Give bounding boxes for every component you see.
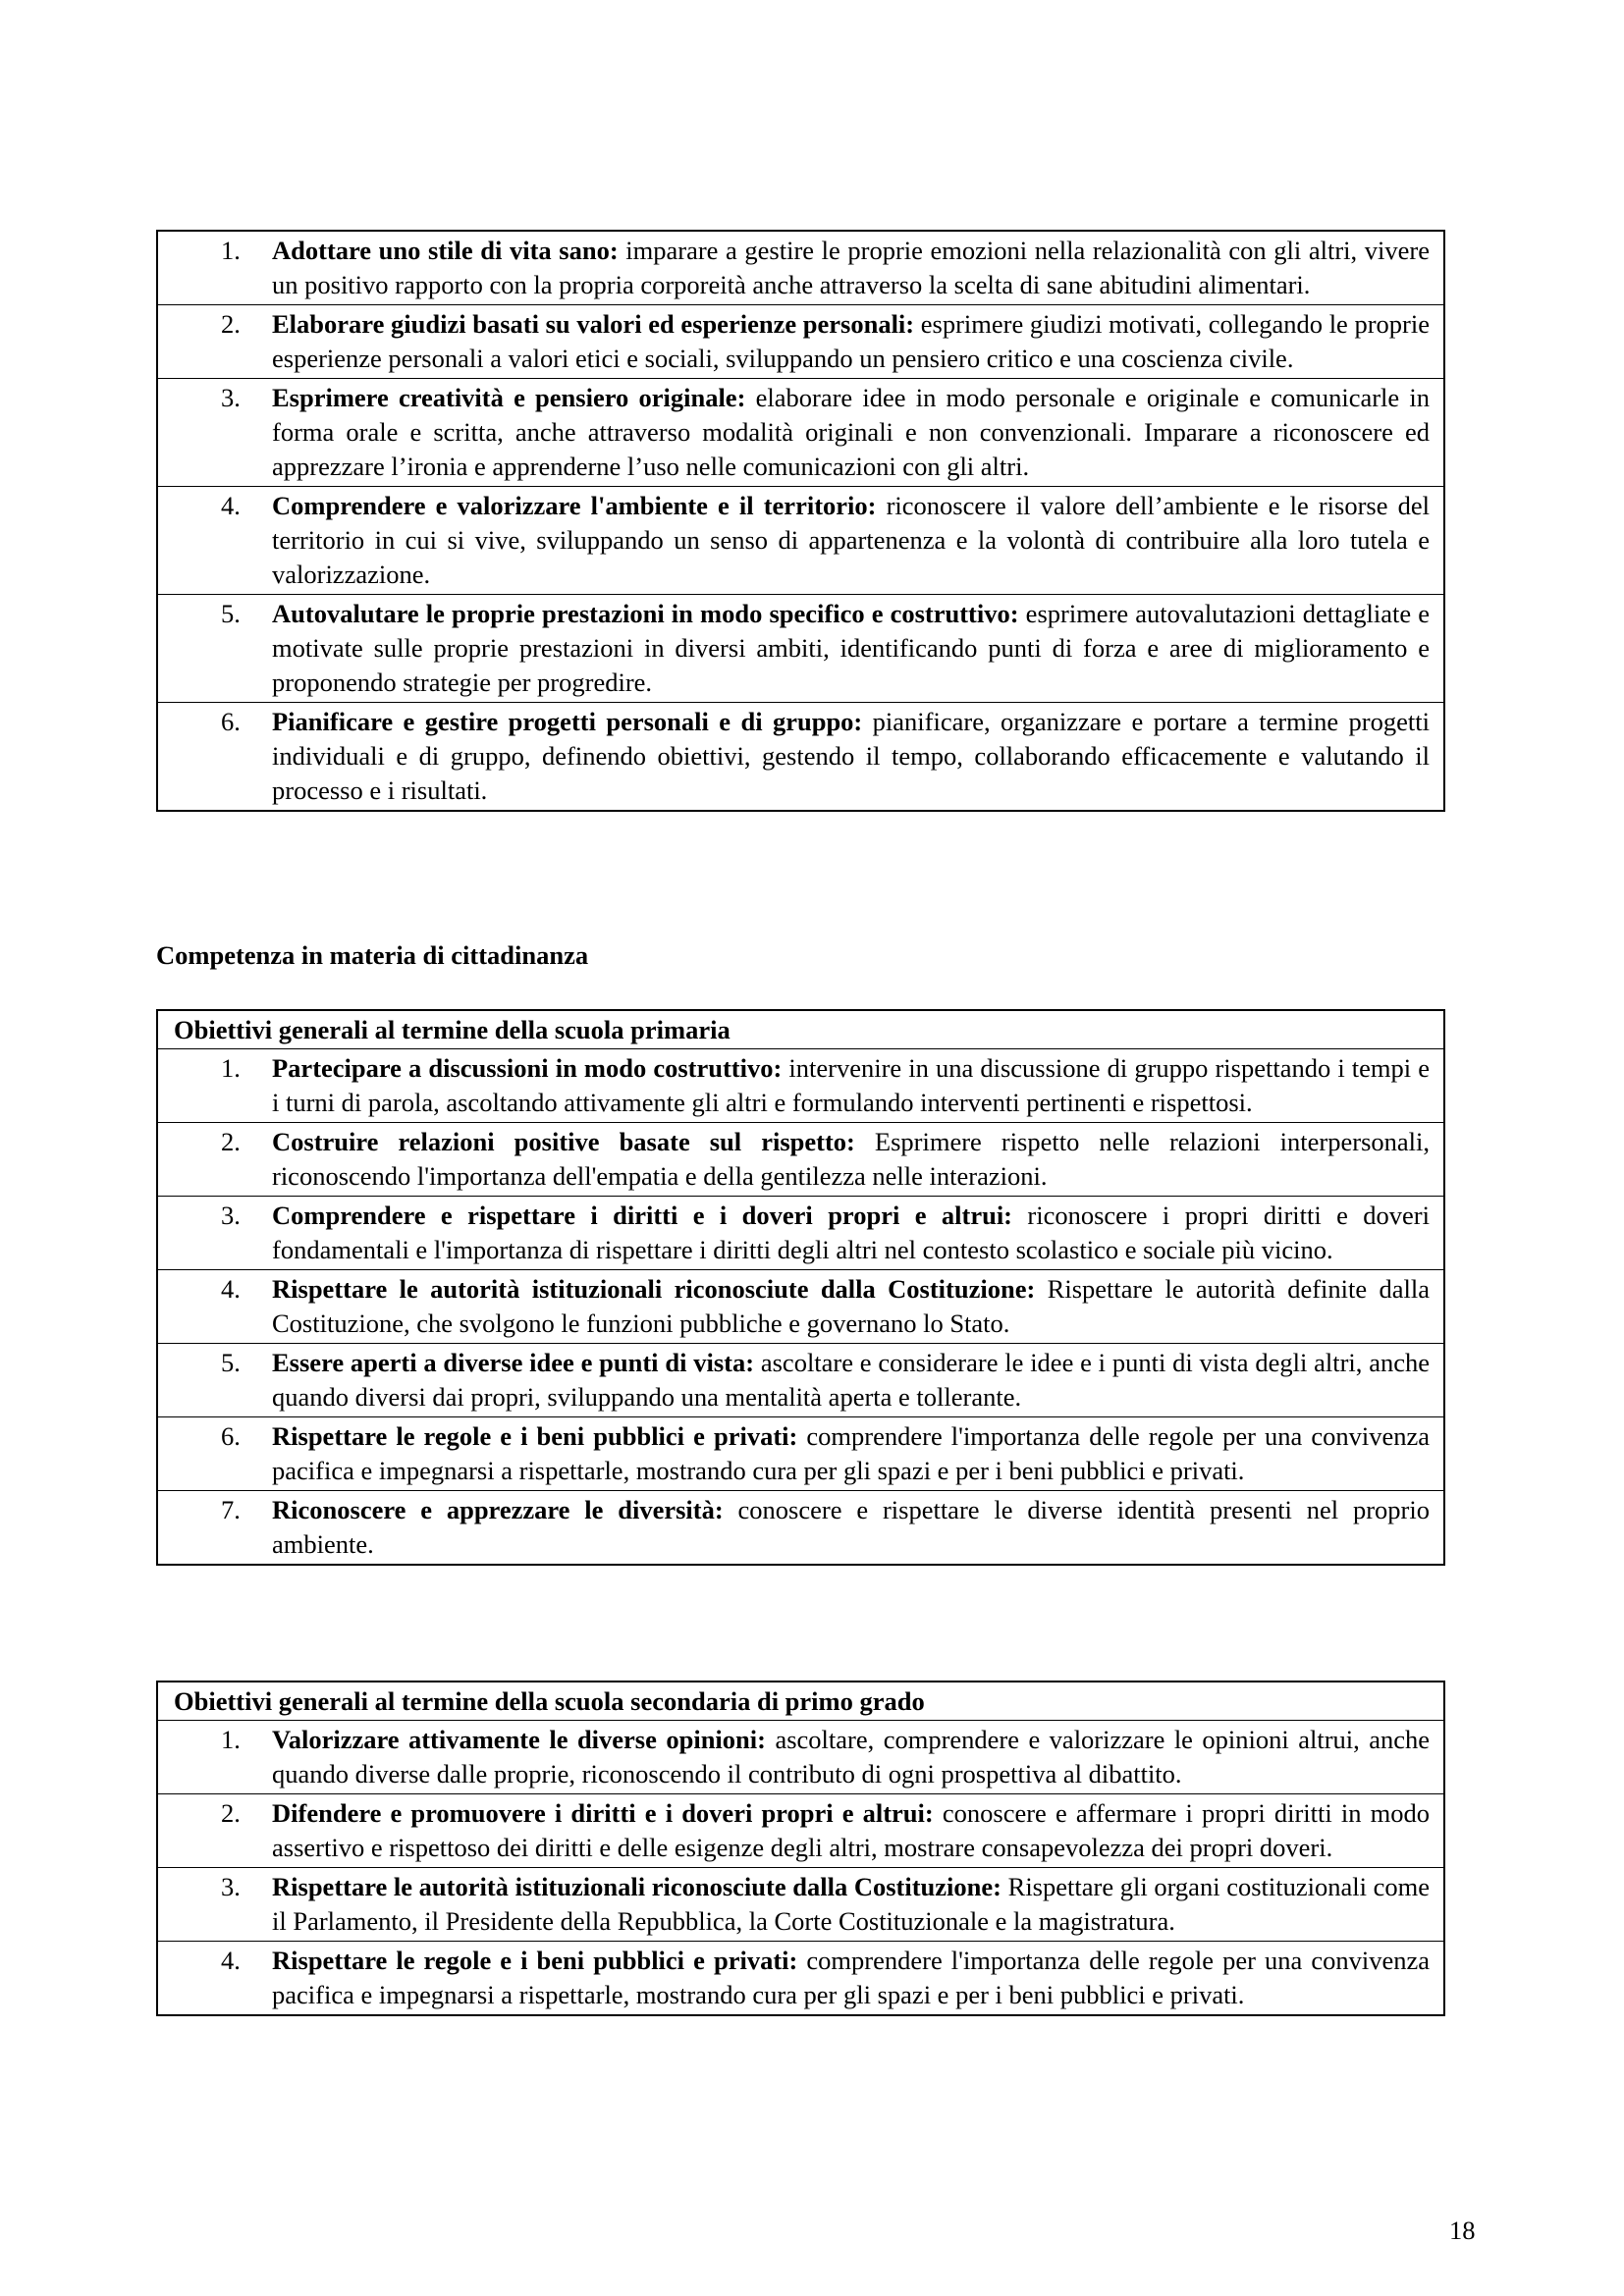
item-title: Riconoscere e apprezzare le diversità: <box>272 1495 724 1524</box>
item-number: 1. <box>221 1725 241 1754</box>
item-text: Rispettare gli organi costituzionali come il Parlamento, il Presidente della Repubblica, la Corte Costituzionale e la magistratura. <box>272 1872 1430 1936</box>
list-item <box>158 1419 1430 1488</box>
item-title: Rispettare le regole e i beni pubblici e privati: <box>272 1946 798 1975</box>
item-title: Autovalutare le proprie prestazioni in modo specifico e costruttivo: <box>272 599 1019 628</box>
item-text: esprimere autovalutazioni dettagliate e motivate sulle proprie prestazioni in diversi ambiti, identificando punti di forza e aree di miglioramento e proponendo strategie per progredire. <box>272 599 1430 697</box>
table-row <box>158 1720 1443 1793</box>
list-item <box>158 1199 1430 1267</box>
list-item <box>158 381 1430 484</box>
table-row <box>158 702 1443 810</box>
item-title: Difendere e promuovere i diritti e i doveri propri e altrui: <box>272 1798 934 1828</box>
page-number: 18 <box>1449 2216 1476 2245</box>
item-text: riconoscere i propri diritti e doveri fondamentali e l'importanza di rispettare i diritti degli altri nel contesto scolastico e sociale più vicino. <box>272 1201 1430 1264</box>
table-row <box>158 1867 1443 1941</box>
table-title: Obiettivi generali al termine della scuola secondaria di primo grado <box>174 1686 925 1716</box>
item-title: Partecipare a discussioni in modo costruttivo: <box>272 1053 783 1083</box>
list-item <box>158 489 1430 592</box>
item-number: 4. <box>221 1274 241 1304</box>
item-text: riconoscere il valore dell’ambiente e le risorse del territorio in cui si vive, sviluppando un senso di appartenenza e la volontà di contribuire alla loro tutela e valorizzazione. <box>272 491 1430 589</box>
item-title: Adottare uno stile di vita sano: <box>272 236 619 265</box>
item-text: pianificare, organizzare e portare a termine progetti individuali e di gruppo, definendo obiettivi, gestendo il tempo, collaborando efficacemente e valutando il processo e i risultati. <box>272 707 1430 805</box>
item-title: Comprendere e valorizzare l'ambiente e il territorio: <box>272 491 877 520</box>
item-number: 7. <box>221 1495 241 1524</box>
list-item <box>158 1272 1430 1341</box>
list-item <box>158 1944 1430 2012</box>
list-item <box>158 307 1430 376</box>
item-number: 3. <box>221 1872 241 1901</box>
item-text: imparare a gestire le proprie emozioni nella relazionalità con gli altri, vivere un positivo rapporto con la propria corporeità anche attraverso la scelta di sane abitudini alimentari. <box>272 236 1430 299</box>
item-text: Esprimere rispetto nelle relazioni interpersonali, riconoscendo l'importanza dell'empatia e della gentilezza nelle interazioni. <box>272 1127 1431 1191</box>
item-title: Rispettare le regole e i beni pubblici e privati: <box>272 1421 798 1451</box>
item-number: 4. <box>221 1946 241 1975</box>
objectives-table-primary <box>156 1009 1445 1566</box>
table-row <box>158 594 1443 702</box>
list-item <box>158 705 1430 808</box>
item-number: 1. <box>221 1053 241 1083</box>
item-number: 3. <box>221 383 241 412</box>
item-number: 3. <box>221 1201 241 1230</box>
item-title: Comprendere e rispettare i diritti e i doveri propri e altrui: <box>272 1201 1013 1230</box>
list-item <box>158 1051 1430 1120</box>
item-number: 6. <box>221 1421 241 1451</box>
list-item <box>158 1493 1430 1562</box>
table-row <box>158 304 1443 378</box>
table-row <box>158 1196 1443 1269</box>
item-text: conoscere e rispettare le diverse identità presenti nel proprio ambiente. <box>272 1495 1430 1559</box>
item-text: conoscere e affermare i propri diritti in modo assertivo e rispettoso dei diritti e delle esigenze degli altri, mostrare consapevolezza dei propri doveri. <box>272 1798 1430 1862</box>
list-item <box>158 1870 1430 1939</box>
table-row <box>158 1122 1443 1196</box>
list-item <box>158 1796 1430 1865</box>
item-title: Valorizzare attivamente le diverse opinioni: <box>272 1725 766 1754</box>
item-number: 1. <box>221 236 241 265</box>
item-text: esprimere giudizi motivati, collegando le proprie esperienze personali a valori etici e sociali, sviluppando un pensiero critico e una coscienza civile. <box>272 309 1430 373</box>
item-title: Rispettare le autorità istituzionali riconosciute dalla Costituzione: <box>272 1274 1036 1304</box>
objectives-table-1 <box>156 230 1445 812</box>
table-row <box>158 1793 1443 1867</box>
item-number: 2. <box>221 309 241 339</box>
item-title: Esprimere creatività e pensiero originale: <box>272 383 746 412</box>
list-item <box>158 1723 1430 1791</box>
table-row <box>158 1941 1443 2014</box>
item-number: 2. <box>221 1127 241 1156</box>
table-row <box>158 1490 1443 1564</box>
item-text: intervenire in una discussione di gruppo rispettando i tempi e i turni di parola, ascoltando attivamente gli altri e formulando interventi pertinenti e rispettosi. <box>272 1053 1430 1117</box>
item-title: Pianificare e gestire progetti personali e di gruppo: <box>272 707 863 736</box>
table-row <box>158 1048 1443 1122</box>
objectives-table-secondary <box>156 1681 1445 2016</box>
item-text: ascoltare, comprendere e valorizzare le opinioni altrui, anche quando diverse dalle proprie, riconoscendo il contributo di ogni prospettiva al dibattito. <box>272 1725 1431 1789</box>
table-row <box>158 378 1443 486</box>
item-number: 6. <box>221 707 241 736</box>
item-title: Elaborare giudizi basati su valori ed esperienze personali: <box>272 309 915 339</box>
item-title: Rispettare le autorità istituzionali riconosciute dalla Costituzione: <box>272 1872 1001 1901</box>
item-text: ascoltare e considerare le idee e i punti di vista degli altri, anche quando diversi dai propri, sviluppando una mentalità aperta e tollerante. <box>272 1348 1430 1412</box>
item-text: comprendere l'importanza delle regole per una convivenza pacifica e impegnarsi a rispettarle, mostrando cura per gli spazi e per i beni pubblici e privati. <box>272 1946 1430 2009</box>
list-item <box>158 1125 1430 1194</box>
section-heading: Competenza in materia di cittadinanza <box>156 940 589 970</box>
item-text: comprendere l'importanza delle regole per una convivenza pacifica e impegnarsi a rispettarle, mostrando cura per gli spazi e per i beni pubblici e privati. <box>272 1421 1430 1485</box>
table-row <box>158 1269 1443 1343</box>
list-item <box>158 234 1430 302</box>
item-number: 2. <box>221 1798 241 1828</box>
item-title: Costruire relazioni positive basate sul rispetto: <box>272 1127 855 1156</box>
item-number: 4. <box>221 491 241 520</box>
table-row <box>158 232 1443 304</box>
table-title: Obiettivi generali al termine della scuola primaria <box>174 1015 731 1044</box>
table-row <box>158 1416 1443 1490</box>
table-row <box>158 486 1443 594</box>
item-title: Essere aperti a diverse idee e punti di vista: <box>272 1348 755 1377</box>
item-text: Rispettare le autorità definite dalla Costituzione, che svolgono le funzioni pubbliche e governano lo Stato. <box>272 1274 1431 1338</box>
table-row <box>158 1343 1443 1416</box>
item-number: 5. <box>221 599 241 628</box>
item-text: elaborare idee in modo personale e originale e comunicarle in forma orale e scritta, anche attraverso modalità originali e non convenzionali. Imparare a riconoscere ed apprezzare l’ironia e apprenderne l’uso nelle comunicazioni con gli altri. <box>272 383 1430 481</box>
item-number: 5. <box>221 1348 241 1377</box>
list-item <box>158 1346 1430 1415</box>
list-item <box>158 597 1430 700</box>
